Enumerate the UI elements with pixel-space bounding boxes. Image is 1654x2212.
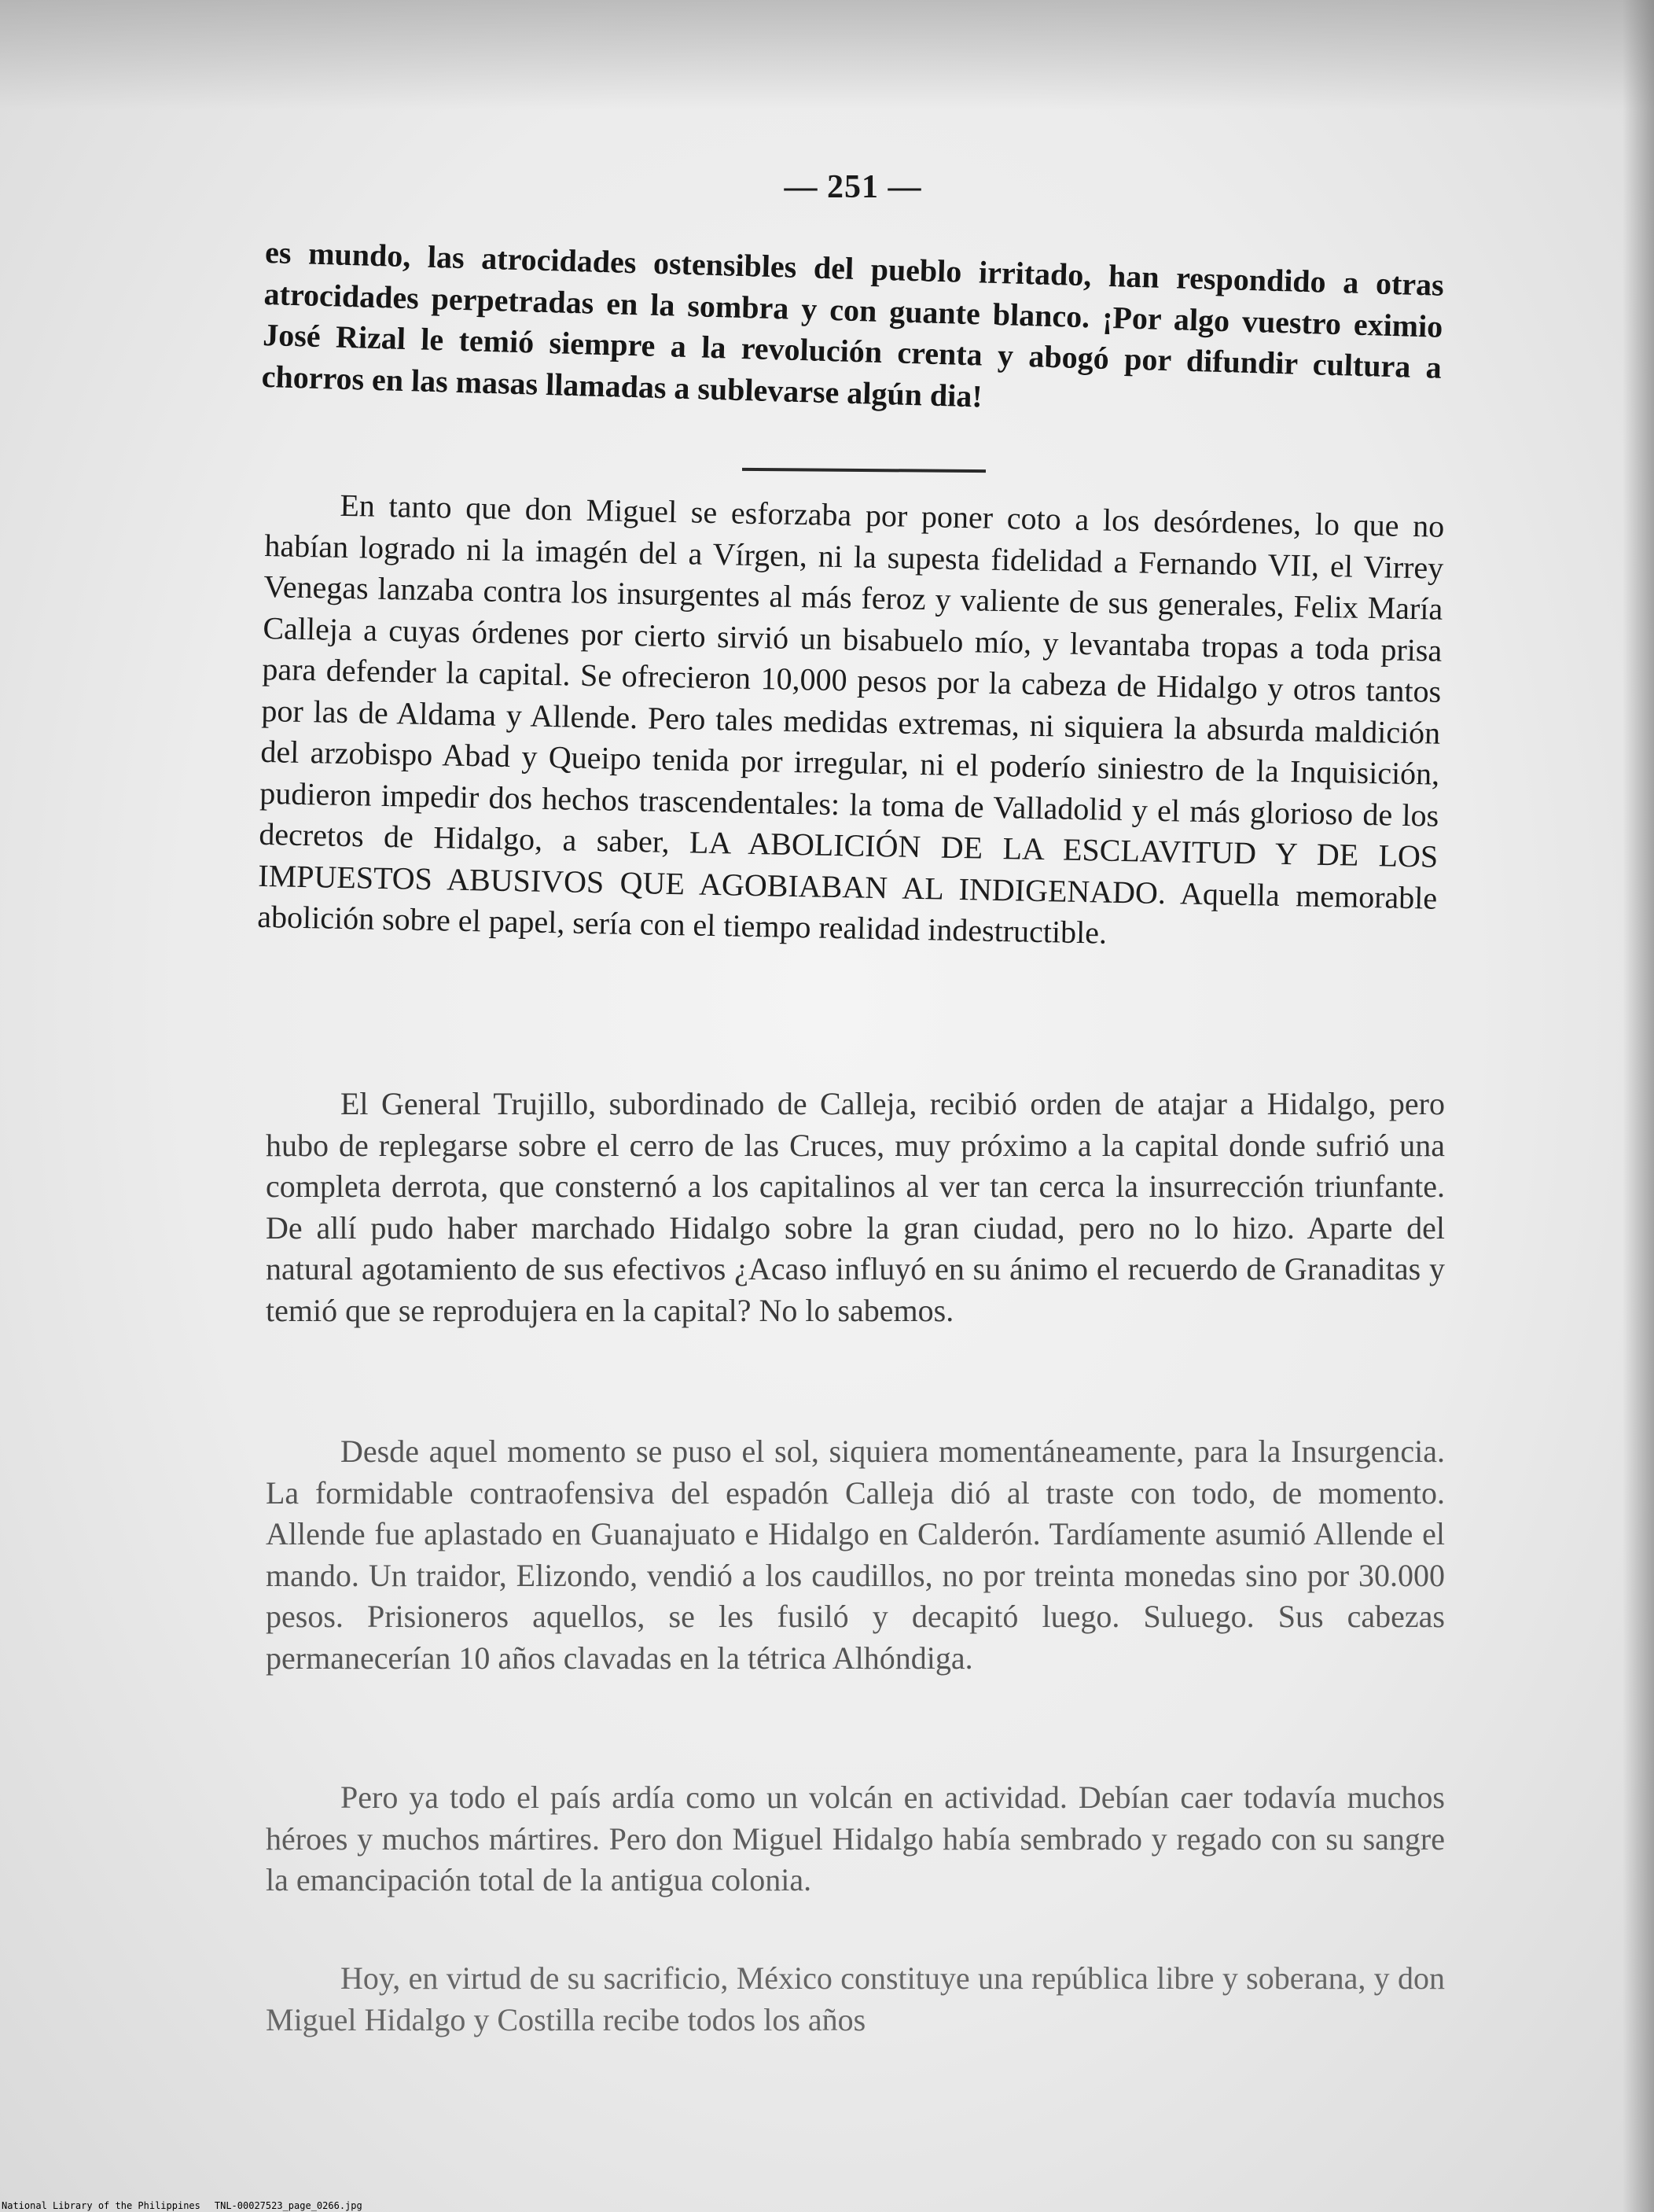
scan-footer: [2, 2200, 362, 2211]
paragraph-6: Hoy, en virtud de su sacrificio, México constituye una república libre y soberana, y don Miguel Hidalgo y Costilla recibe todos los años: [266, 1960, 1445, 2037]
footer-library: National Library of the Philippines: [2, 2200, 200, 2211]
scan-shadow-top: [0, 0, 1654, 110]
paragraph-2: En tanto que don Miguel se esforzaba por poner coto a los desórdenes, lo que no habían logrado ni la imagén del a Vírgen, ni la supesta fidelidad a Fernando VII, el Virrey Venegas lanzaba contra los insurgentes al más feroz y valiente de sus generales, Felix María Calleja a cuyas órdenes por cierto sirvió un bisabuelo mío, y levantaba tropas a toda prisa para defender la capital. Se ofrecieron 10,000 pesos por la cabeza de Hidalgo y otros tantos por las de Aldama y Allende. Pero tales medidas extremas, ni siquiera la absurda maldición del arzobispo Abad y Queipo tenida por irregular, ni el poderío siniestro de la Inquisición, pudieron impedir dos hechos trascendentales: la toma de Valladolid y el más glorioso de los decretos de Hidalgo, a saber, LA ABOLICIÓN DE LA ESCLAVITUD Y DE LOS IMPUESTOS ABUSIVOS QUE AGOBIABAN AL INDIGENADO. Aquella memorable abolición sobre el papel, sería con el tiempo realidad indestructible.: [256, 487, 1445, 951]
paragraph-5: Pero ya todo el país ardía como un volcán en actividad. Debían caer todavía muchos héroes y muchos mártires. Pero don Miguel Hidalgo había sembrado y regado con su sangre la emancipación total de la antigua colonia.: [266, 1780, 1445, 1897]
paragraph-4: Desde aquel momento se puso el sol, siquiera momentáneamente, para la Insurgencia. La formidable contraofensiva del espadón Calleja dió al traste con todo, de momento. Allende fue aplastado en Guanajuato e Hidalgo en Calderón. Tardíamente asumió Allende el mando. Un traidor, Elizondo, vendió a los caudillos, no por treinta monedas sino por 30.000 pesos. Prisioneros aquellos, se les fusiló y decapitó luego. Suluego. Sus cabezas permanecerían 10 años clavadas en la tétrica Alhóndiga.: [266, 1434, 1445, 1676]
section-divider: [742, 468, 986, 473]
paragraph-1: es mundo, las atrocidades ostensibles del pueblo irritado, han respondido a otras atrocidades perpetradas en la sombra y con guante blanco. ¡Por algo vuestro eximio José Rizal le temió siempre a la revolución crenta y abogó por difundir cultura a chorros en las masas llamadas a sublevarse algún dia!: [261, 234, 1445, 414]
paragraph-3: El General Trujillo, subordinado de Calleja, recibió orden de atajar a Hidalgo, pero hubo de replegarse sobre el cerro de las Cruces, muy próximo a la capital donde sufrió una completa derrota, que consternó a los capitalinos al ver tan cerca la insurrección triunfante. De allí pudo haber marchado Hidalgo sobre la gran ciudad, pero no lo hizo. Aparte del natural agotamiento de sus efectivos ¿Acaso influyó en su ánimo el recuerdo de Granaditas y temió que se reprodujera en la capital? No lo sabemos.: [266, 1086, 1445, 1328]
page-number: — 251 —: [784, 169, 922, 205]
scan-shadow-right: [1623, 0, 1654, 2212]
footer-filename: TNL-00027523_page_0266.jpg: [214, 2200, 362, 2211]
